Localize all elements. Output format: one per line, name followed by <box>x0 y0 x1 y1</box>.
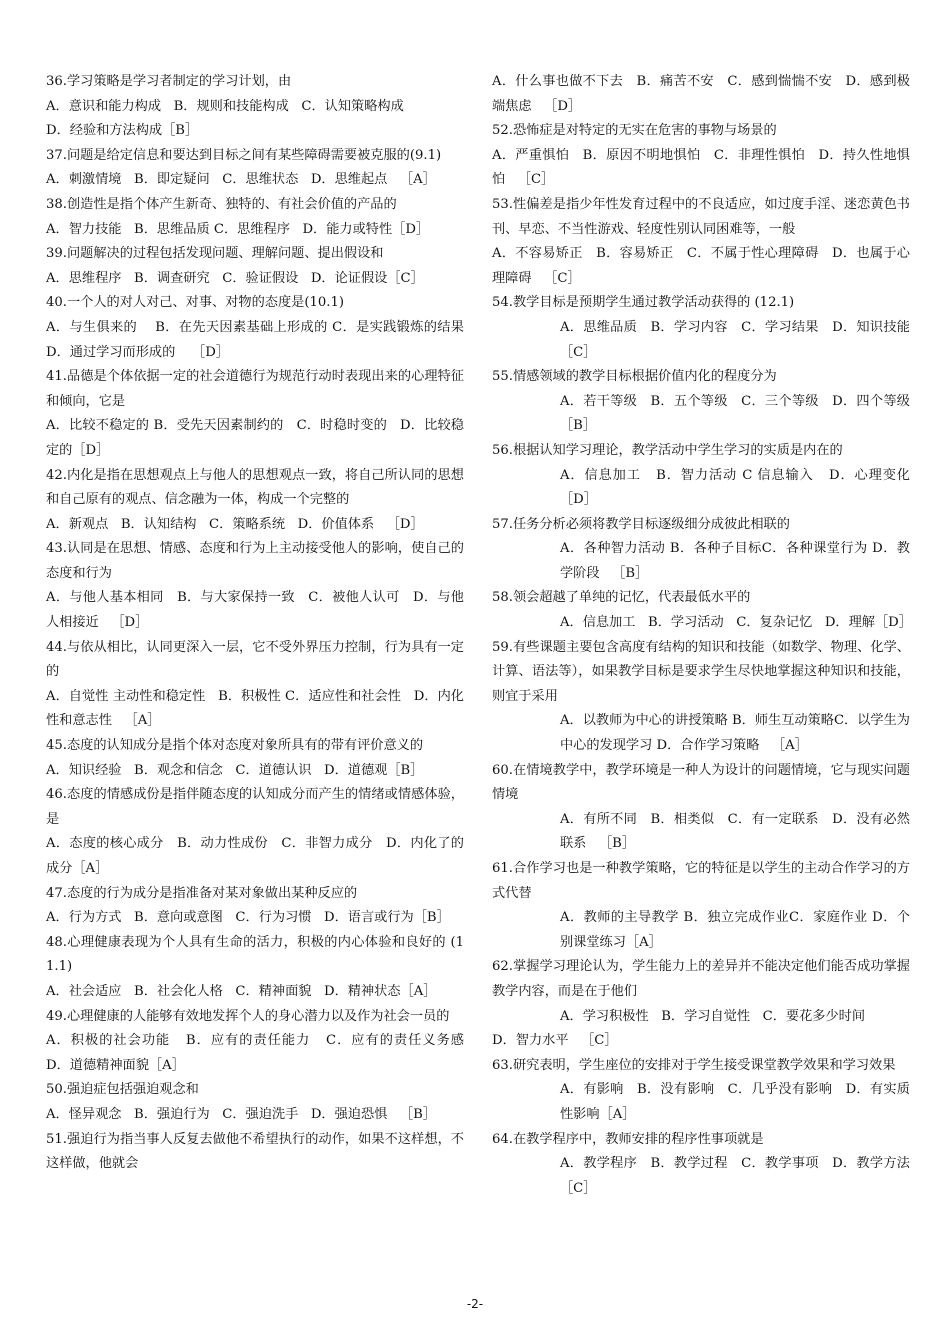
question-stem: 61.合作学习也是一种教学策略，它的特征是以学生的主动合作学习的方式代替 <box>492 861 910 901</box>
question-stem: 37.问题是给定信息和要达到目标之间有某些障碍需要被克服的(9.1) <box>46 147 442 163</box>
question-stem: 57.任务分析必须将教学目标逐级细分成彼此相联的 <box>492 516 790 532</box>
question-block <box>492 513 910 587</box>
question-block <box>46 70 464 144</box>
question-options: A．严重惧怕 B．原因不明地惧怕 C．非理性惧怕 D．持久性地惧怕 ［C］ <box>492 147 910 188</box>
question-stem: 38.创造性是指个体产生新奇、独特的、有社会价值的产品的 <box>46 196 397 212</box>
question-options: A．学习积极性 B．学习自觉性 C．要花多少时间 <box>560 1008 866 1024</box>
question-block <box>46 144 464 193</box>
question-block <box>46 636 464 734</box>
question-options: A．意识和能力构成 B．规则和技能构成 C．认知策略构成 <box>46 98 404 114</box>
question-stem: 51.强迫行为指当事人反复去做他不希望执行的动作，如果不这样想，不这样做，他就会 <box>46 1131 464 1172</box>
question-options: D．智力水平 ［C］ <box>492 1033 618 1049</box>
question-options: A．态度的核心成分 B．动力性成份 C．非智力成分 D．内化了的成分［A］ <box>46 836 464 876</box>
question-options: A．怪异观念 B．强迫行为 C．强迫洗手 D．强迫恐惧 ［B］ <box>46 1106 436 1122</box>
question-stem: 56.根据认知学习理论，教学活动中学生学习的实质是内在的 <box>492 442 843 458</box>
question-block <box>492 636 910 759</box>
question-block <box>492 193 910 291</box>
question-options: A．行为方式 B．意向或意图 C．行为习惯 D．语言或行为［B］ <box>46 910 450 926</box>
question-block <box>492 955 910 1053</box>
question-stem: 43.认同是在思想、情感、态度和行为上主动接受他人的影响，使自己的态度和行为 <box>46 541 464 581</box>
question-block <box>492 759 910 857</box>
question-block <box>492 119 910 193</box>
question-stem: 44.与依从相比，认同更深入一层，它不受外界压力控制，行为具有一定的 <box>46 639 464 680</box>
question-block <box>46 783 464 881</box>
question-block <box>46 291 469 365</box>
question-options: A．知识经验 B．观念和信念 C．道德认识 D．道德观［B］ <box>46 762 424 778</box>
question-options: A．与他人基本相同 B．与大家保持一致 C．被他人认可 D．与他人相接近 ［D］ <box>46 590 464 631</box>
question-stem: 36.学习策略是学习者制定的学习计划，由 <box>46 74 292 89</box>
question-options: A．智力技能 B．思维品质 C．思维程序 D．能力或特性［D］ <box>46 221 430 237</box>
question-stem: 55.情感领域的教学目标根据价值内化的程度分为 <box>492 369 777 385</box>
question-block <box>46 193 464 242</box>
question-options: A．什么事也做不下去 B．痛苦不安 C．感到惴惴不安 D．感到极端焦虑 ［D］ <box>492 74 910 114</box>
question-stem: 62.掌握学习理论认为，学生能力上的差异并不能决定他们能否成功掌握教学内容，而是在于他们 <box>492 959 910 999</box>
question-stem: 45.态度的认知成分是指个体对态度对象所具有的带有评价意义的 <box>46 738 424 754</box>
question-options: A．与生俱来的 B．在先天因素基础上形成的 C．是实践锻炼的结果 D．通过学习而形成的 ［D］ <box>46 319 469 360</box>
question-block <box>46 537 464 635</box>
question-options: A．社会适应 B．社会化人格 C．精神面貌 D．精神状态［A］ <box>46 983 437 999</box>
question-block <box>46 242 464 291</box>
question-options: A．信息加工 B．智力活动 C 信息输入 D．心理变化［D］ <box>560 467 910 508</box>
question-stem: 58.领会超越了单纯的记忆，代表最低水平的 <box>492 590 751 606</box>
right-column <box>492 70 923 1201</box>
question-options: A．思维品质 B．学习内容 C．学习结果 D．知识技能 ［C］ <box>560 319 923 360</box>
question-options: A．新观点 B．认知结构 C．策略系统 D．价值体系 ［D］ <box>46 516 424 532</box>
question-stem: 54.教学目标是预期学生通过教学活动获得的 (12.1) <box>492 295 795 311</box>
question-options: A．以教师为中心的讲授策略 B．师生互动策略C．以学生为中心的发现学习 D．合作学习策略 ［A］ <box>560 713 910 754</box>
question-options: A．教学程序 B．教学过程 C．教学事项 D．教学方法 ［C］ <box>560 1156 923 1196</box>
question-stem: 50.强迫症包括强迫观念和 <box>46 1082 199 1098</box>
question-stem: 49.心理健康的人能够有效地发挥个人的身心潜力以及作为社会一员的 <box>46 1008 450 1024</box>
question-block <box>46 882 464 931</box>
question-block <box>492 857 910 955</box>
question-block <box>46 464 464 538</box>
question-block <box>46 1078 464 1127</box>
question-stem: 46.态度的情感成份是指伴随态度的认知成分而产生的情绪或情感体验，是 <box>46 787 464 827</box>
question-options: A．自觉性 主动性和稳定性 B．积极性 C．适应性和社会性 D．内化性和意志性 ［A］ <box>46 688 464 729</box>
question-options: A．教师的主导教学 B．独立完成作业C．家庭作业 D．个别课堂练习［A］ <box>560 910 910 950</box>
question-stem: 48.心理健康表现为个人具有生命的活力，积极的内心体验和良好的 (11.1) <box>46 934 464 975</box>
question-block <box>46 734 464 783</box>
question-block <box>492 586 910 635</box>
question-block <box>492 1054 910 1128</box>
question-block <box>492 439 910 513</box>
page-number: -2- <box>466 1297 484 1311</box>
question-stem: 40.一个人的对人对己、对事、对物的态度是(10.1) <box>46 295 344 311</box>
question-options: A．有影响 B．没有影响 C．几乎没有影响 D．有实质性影响［A］ <box>560 1082 910 1122</box>
question-stem: 47.态度的行为成分是指准备对某对象做出某种反应的 <box>46 885 358 901</box>
question-block <box>492 1128 923 1202</box>
question-options: A．比较不稳定的 B．受先天因素制约的 C．时稳时变的 D．比较稳定的［D］ <box>46 418 464 458</box>
question-stem: 53.性偏差是指少年性发育过程中的不良适应，如过度手淫、迷恋黄色书刊、早恋、不当性游戏、轻度性别认同困难等，一般 <box>492 196 910 237</box>
question-options: A．各种智力活动 B．各种子目标C．各种课堂行为 D．教学阶段 ［B］ <box>560 541 910 581</box>
question-options: A．若干等级 B．五个等级 C．三个等级 D．四个等级［B］ <box>560 393 910 434</box>
question-options: A．积极的社会功能 B．应有的责任能力 C．应有的责任义务感 D．道德精神面貌［A］ <box>46 1033 477 1073</box>
question-stem: 52.恐怖症是对特定的无实在危害的事物与场景的 <box>492 123 777 139</box>
question-stem: 60.在情境教学中，教学环境是一种人为设计的问题情境，它与现实问题情境 <box>492 762 910 803</box>
question-options: A．刺激情境 B．即定疑问 C．思维状态 D．思维起点 ［A］ <box>46 172 436 188</box>
question-options: A．不容易矫正 B．容易矫正 C．不属于性心理障碍 D．也属于心理障碍 ［C］ <box>492 246 910 286</box>
question-options: D．经验和方法构成［B］ <box>46 123 199 139</box>
question-stem: 39.问题解决的过程包括发现问题、理解问题、提出假设和 <box>46 246 384 262</box>
question-options: A．信息加工 B．学习活动 C．复杂记忆 D．理解［D］ <box>560 615 912 631</box>
question-block <box>46 1128 464 1177</box>
question-block <box>46 365 464 463</box>
question-options: A．思维程序 B．调查研究 C．验证假设 D．论证假设［C］ <box>46 270 424 286</box>
question-block <box>492 291 923 365</box>
left-column <box>46 70 477 1177</box>
question-block <box>46 931 464 1005</box>
question-block <box>492 365 910 439</box>
question-stem: 41.品德是个体依据一定的社会道德行为规范行动时表现出来的心理特征和倾向，它是 <box>46 369 464 409</box>
question-stem: 42.内化是指在思想观点上与他人的思想观点一致，将自己所认同的思想和自己原有的观点、信念融为一体，构成一个完整的 <box>46 467 464 508</box>
question-stem: 63.研究表明，学生座位的安排对于学生接受课堂教学效果和学习效果 <box>492 1057 896 1073</box>
question-stem: 59.有些课题主要包含高度有结构的知识和技能（如数学、物理、化学、计算、语法等），如果教学目标是要求学生尽快地掌握这种知识和技能，则宜于采用 <box>492 639 910 704</box>
question-block <box>492 70 910 119</box>
question-stem: 64.在教学程序中，教师安排的程序性事项就是 <box>492 1131 764 1147</box>
question-block <box>46 1005 477 1079</box>
question-options: A．有所不同 B．相类似 C．有一定联系 D．没有必然联系 ［B］ <box>560 811 910 852</box>
